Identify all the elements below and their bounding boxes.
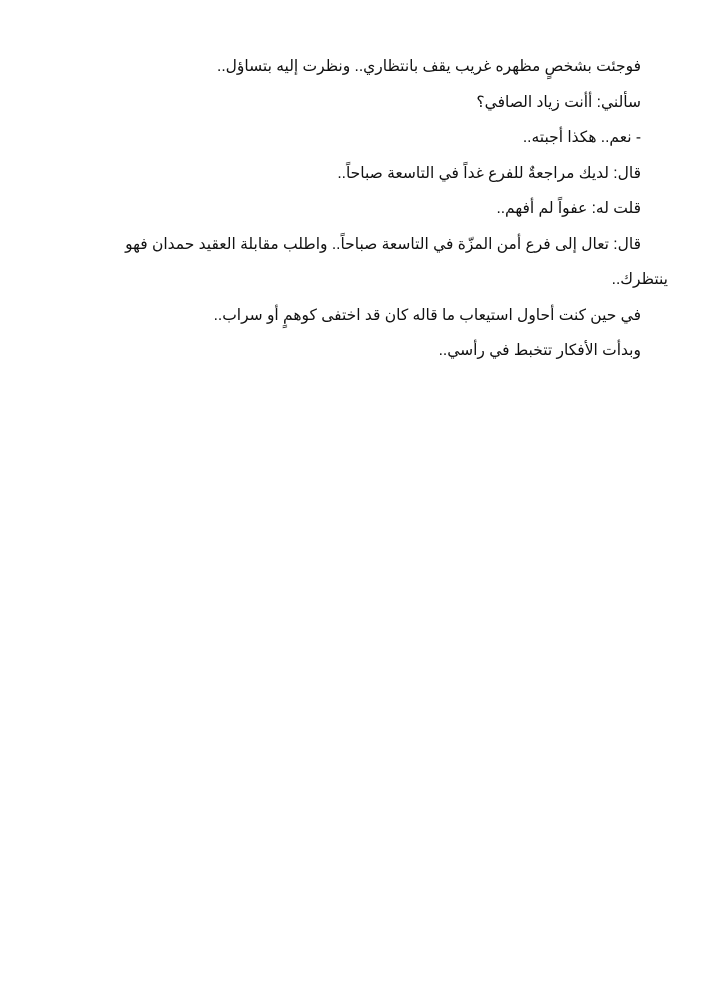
paragraph-6-line-2: ينتظرك.. bbox=[611, 271, 668, 288]
paragraph-3: - نعم.. هكذا أجبته.. bbox=[522, 129, 641, 146]
paragraph-4: قال: لديك مراجعةٌ للفرع غداً في التاسعة صباحاً.. bbox=[337, 164, 641, 182]
paragraph-7: في حين كنت أحاول استيعاب ما قاله كان قد اختفى كوهمٍ أو سراب.. bbox=[213, 306, 641, 324]
paragraph-8: وبدأت الأفكار تتخبط في رأسي.. bbox=[438, 342, 641, 359]
paragraph-2: سألني: أأنت زياد الصافي؟ bbox=[476, 93, 641, 111]
paragraph-6-line-1: قال: تعال إلى فرع أمن المزّة في التاسعة صباحاً.. واطلب مقابلة العقيد حمدان فهو bbox=[125, 235, 641, 253]
story-text bbox=[40, 49, 668, 369]
paragraph-6 bbox=[40, 227, 668, 298]
paragraph-1: فوجئت بشخصٍ مظهره غريب يقف بانتظاري.. ونظرت إليه بتساؤل.. bbox=[217, 58, 641, 75]
paragraph-5: قلت له: عفواً لم أفهم.. bbox=[496, 200, 641, 217]
